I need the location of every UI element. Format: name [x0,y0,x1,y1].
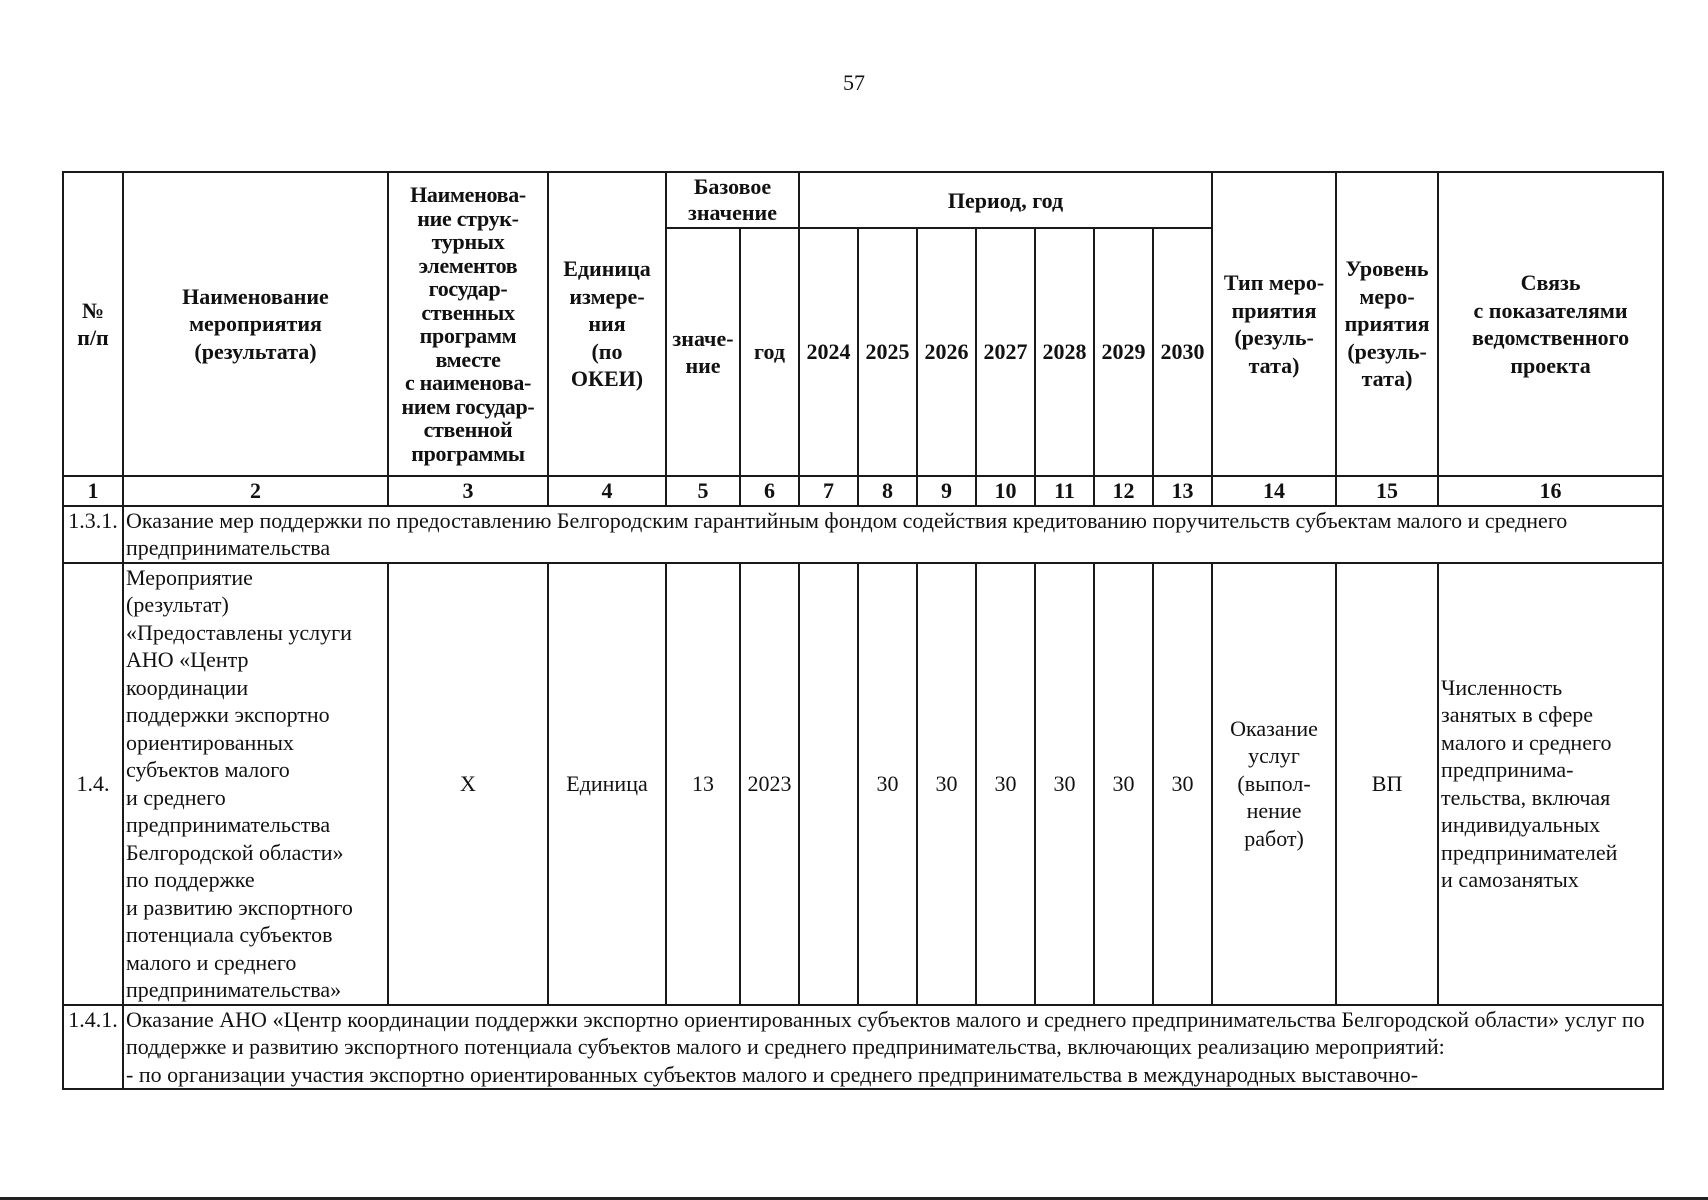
column-number: 14 [1212,476,1336,506]
column-number: 5 [666,476,740,506]
header-indicator-link: Связь с показателями ведомственного проекта [1438,172,1663,476]
column-number-row [63,476,1663,506]
column-number: 9 [917,476,976,506]
column-number: 13 [1153,476,1212,506]
header-period-group: Период, год [799,172,1212,228]
column-number: 2 [123,476,388,506]
column-number: 1 [63,476,123,506]
table-row-1-4 [63,563,1663,1005]
header-year-2030: 2030 [1153,228,1212,476]
header-base-value-group: Базовое значение [666,172,799,228]
column-number: 10 [976,476,1035,506]
base-value-cell: 13 [666,563,740,1005]
column-number: 16 [1438,476,1663,506]
structural-element-cell: Х [388,563,548,1005]
header-structural-elements: Наименова- ние струк- турных элементов государ- ственных программ вместе с наименова- нием государ- ственной программы [388,172,548,476]
value-2028-cell: 30 [1035,563,1094,1005]
indicator-link-cell: Численность занятых в сфере малого и среднего предпринима- тельства, включая индивидуальных предпринимателей и самозанятых [1438,563,1663,1005]
column-number: 6 [740,476,799,506]
column-number: 12 [1094,476,1153,506]
column-number: 7 [799,476,858,506]
header-year-2028: 2028 [1035,228,1094,476]
row-number: 1.3.1. [63,506,123,563]
page-number: 57 [843,70,865,95]
header-base-value: значе- ние [666,228,740,476]
column-number: 8 [858,476,917,506]
header-year-2024: 2024 [799,228,858,476]
column-number: 4 [548,476,666,506]
value-2029-cell: 30 [1094,563,1153,1005]
header-row-1 [63,172,1663,228]
column-number: 11 [1035,476,1094,506]
header-unit: Единица измере- ния (по ОКЕИ) [548,172,666,476]
row-number: 1.4.1. [63,1005,123,1090]
unit-cell: Единица [548,563,666,1005]
header-measure-type: Тип меро- приятия (резуль- тата) [1212,172,1336,476]
header-year-2026: 2026 [917,228,976,476]
row-text: Оказание мер поддержки по предоставлению Белгородским гарантийным фондом содействия кредитованию поручительств субъектам малого и среднего предпринимательства [123,506,1663,563]
header-year-2025: 2025 [858,228,917,476]
row-text: Оказание АНО «Центр координации поддержки экспортно ориентированных субъектов малого и среднего предпринимательства Белгородской области» услуг по поддержке и развитию экспортного потенциала субъектов малого и среднего предпринимательства, включающих реализацию мероприятий: - по организации участия экспортно ориентированных субъектов малого и среднего предпринимательства в международных выставочно- [123,1005,1663,1090]
value-2024-cell [799,563,858,1005]
header-measure-level: Уровень меро- приятия (резуль- тата) [1336,172,1438,476]
value-2025-cell: 30 [858,563,917,1005]
measure-level-cell: ВП [1336,563,1438,1005]
measures-table [62,171,1664,1090]
header-number: № п/п [63,172,123,476]
row-number: 1.4. [63,563,123,1005]
base-year-cell: 2023 [740,563,799,1005]
measure-name-cell: Мероприятие (результат) «Предоставлены услуги АНО «Центр координации поддержки экспортно ориентированных субъектов малого и среднего предпринимательства Белгородской области» по поддержке и развитию экспортного потенциала субъектов малого и среднего предпринимательства» [123,563,388,1005]
header-base-year: год [740,228,799,476]
column-number: 15 [1336,476,1438,506]
header-measure-name: Наименование мероприятия (результата) [123,172,388,476]
header-year-2029: 2029 [1094,228,1153,476]
measure-type-cell: Оказание услуг (выпол- нение работ) [1212,563,1336,1005]
value-2026-cell: 30 [917,563,976,1005]
table-row-1-3-1 [63,506,1663,563]
value-2030-cell: 30 [1153,563,1212,1005]
header-year-2027: 2027 [976,228,1035,476]
table-row-1-4-1 [63,1005,1663,1090]
column-number: 3 [388,476,548,506]
value-2027-cell: 30 [976,563,1035,1005]
